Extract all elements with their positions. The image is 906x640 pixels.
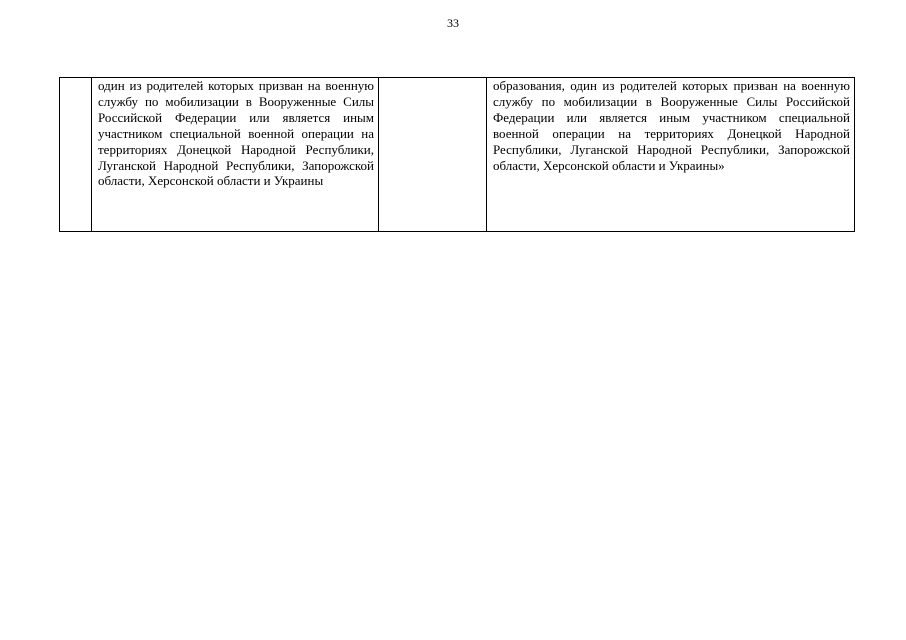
proposed-text: образования, один из родителей которых призван на военную службу по мобилизации в Вооруженные Силы Российской Федерации или является иным участником специальной военной операции на территориях Донецкой Народной Республики, Луганской Народной Республики, Запорожской области, Херсонской области и Украины» [493,78,850,173]
table-cell-number [60,78,92,232]
table-cell-current-text [92,78,379,232]
document-table [59,77,855,232]
page-number: 33 [447,16,459,30]
table-cell-empty [379,78,487,232]
table-cell-proposed-text [487,78,855,232]
table-row [60,78,855,232]
current-text: один из родителей которых призван на военную службу по мобилизации в Вооруженные Силы Российской Федерации или является иным участником специальной военной операции на территориях Донецкой Народной Республики, Луганской Народной Республики, Запорожской области, Херсонской области и Украины [98,78,374,189]
